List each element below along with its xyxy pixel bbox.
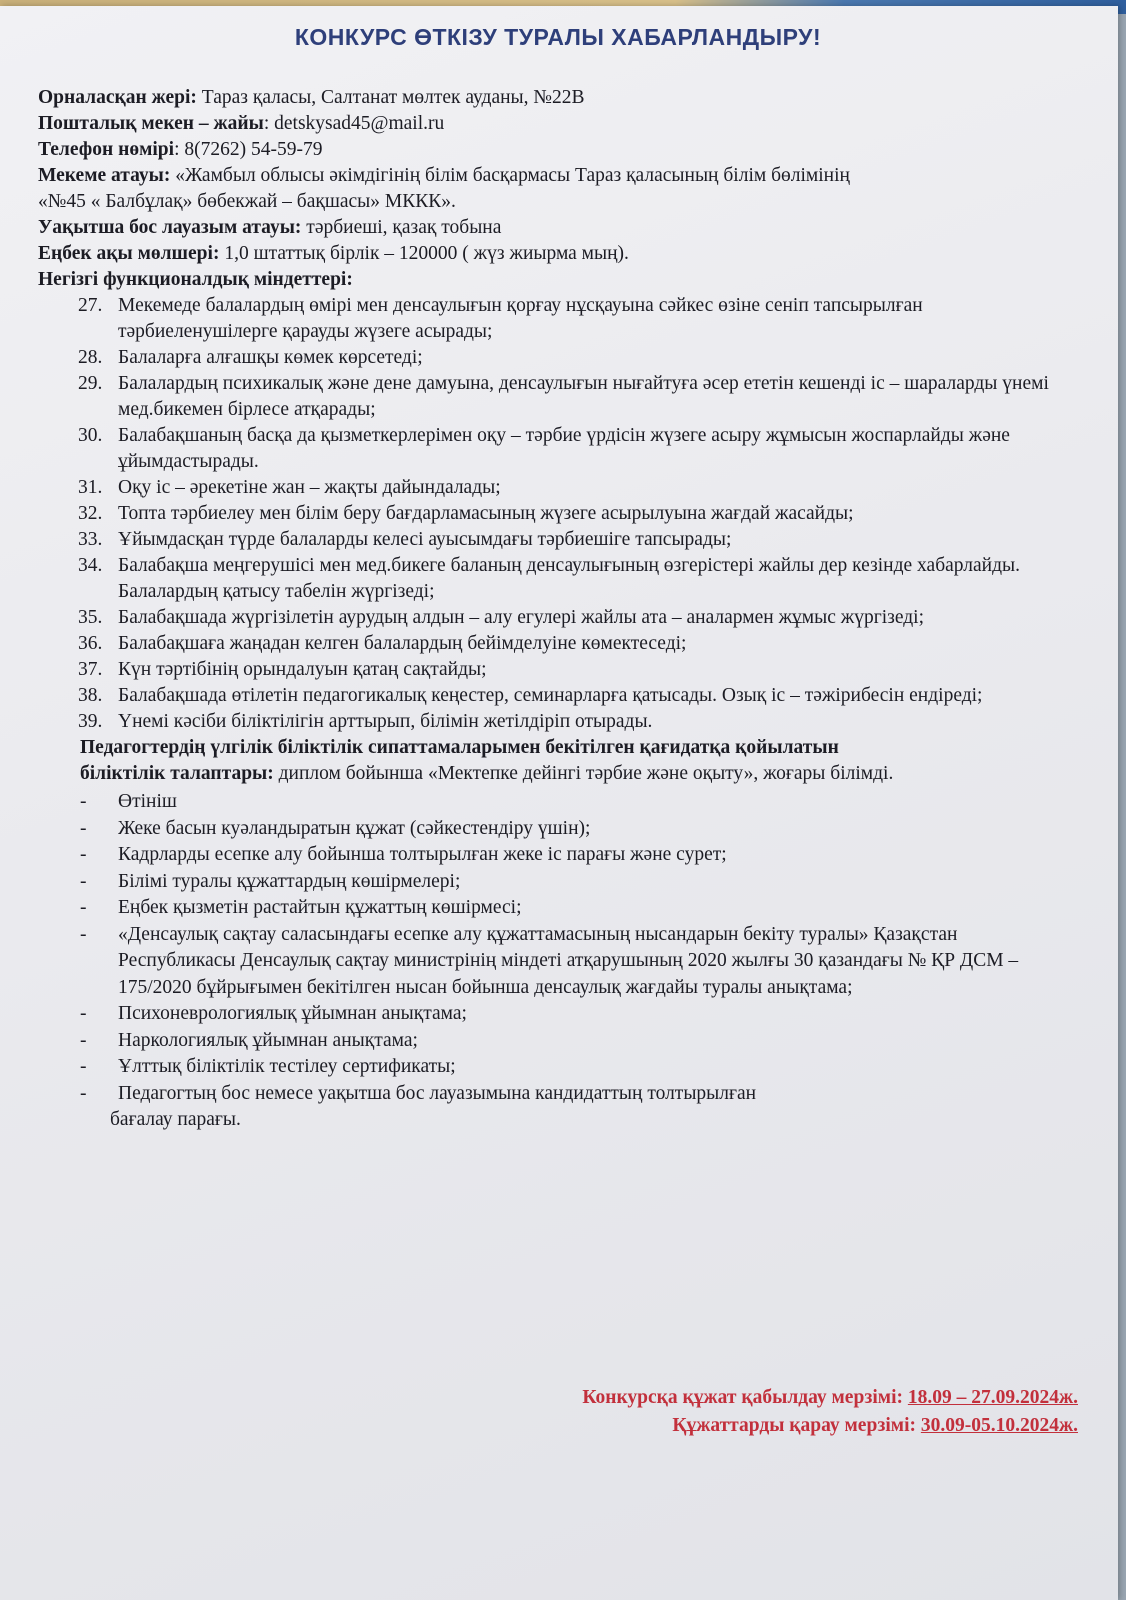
qualification-label-2: біліктілік талаптары: (80, 763, 274, 784)
location-value: Тараз қаласы, Салтанат мөлтек ауданы, №22В (196, 87, 585, 108)
info-block (38, 85, 1078, 293)
list-item (38, 683, 1078, 709)
postal-value: : detskysad45@mail.ru (263, 113, 445, 134)
dash-bullet: - (80, 791, 87, 812)
list-item (38, 869, 1078, 896)
duty-number: 34. (78, 555, 103, 576)
duties-heading: Негізгі функционалдық міндеттері: (38, 269, 353, 290)
duty-text: Мекемеде балалардың өмірі мен денсаулығын қорғау нұсқауына сәйкес өзіне сеніп тапсырылған тәрбиеленушілерге қарауды жүзеге асырады; (118, 295, 923, 342)
documents-list (38, 789, 1078, 1107)
duties-list (38, 293, 1078, 735)
qualification-value: диплом бойынша «Мектепке дейінгі тәрбие және оқыту», жоғары білімді. (273, 763, 894, 784)
list-item (38, 789, 1078, 816)
dash-bullet: - (80, 897, 87, 918)
duty-number: 32. (78, 503, 103, 524)
dash-bullet: - (80, 1082, 87, 1104)
duty-text: Топта тәрбиелеу мен білім беру бағдарламасының жүзеге асырылуына жағдай жасайды; (118, 503, 854, 524)
duty-number: 29. (78, 373, 103, 394)
document-text: Жеке басын куәландыратын құжат (сәйкестендіру үшін); (118, 817, 591, 839)
list-item (38, 657, 1078, 683)
list-item (38, 475, 1078, 501)
list-item (38, 895, 1078, 922)
dash-bullet: - (80, 1003, 87, 1024)
duty-text: Үнемі кәсіби біліктілігін арттырып, білімін жетілдіріп отырады. (118, 711, 653, 732)
qualification-line-2 (38, 761, 1078, 787)
list-item (38, 1028, 1078, 1055)
salary-line (38, 241, 1078, 267)
dash-bullet: - (80, 1029, 87, 1051)
list-item (38, 501, 1078, 527)
review-deadline-line (582, 1412, 1078, 1440)
document-text: Еңбек қызметін растайтын құжаттың көшірмесі; (118, 897, 522, 918)
list-item (38, 922, 1078, 1002)
phone-line (38, 137, 1078, 163)
list-item (38, 709, 1078, 735)
document-text: Білімі туралы құжаттардың көшірмелері; (118, 870, 461, 892)
institution-line (38, 163, 1078, 189)
institution-value: «Жамбыл облысы әкімдігінің білім басқармасы Тараз қаласының білім бөлімінің (170, 165, 850, 186)
vacancy-line (38, 215, 1078, 241)
duty-text: Балабақшаның басқа да қызметкерлерімен оқу – тәрбие үрдісін жүзеге асыру жұмысын жоспарлайды және ұйымдастырады. (118, 425, 1010, 472)
salary-label: Еңбек ақы мөлшері: (38, 243, 220, 264)
duty-number: 35. (78, 607, 103, 628)
list-item (38, 345, 1078, 371)
duty-number: 36. (78, 633, 103, 654)
duty-number: 28. (78, 347, 103, 368)
phone-label: Телефон нөмірі (38, 139, 175, 160)
duty-text: Балабақшаға жаңадан келген балалардың бейімделуіне көмектеседі; (118, 633, 687, 654)
accept-deadline-dates: 18.09 – 27.09.2024ж. (907, 1387, 1078, 1408)
duty-text: Балаларға алғашқы көмек көрсетеді; (118, 347, 423, 368)
announcement-sheet (0, 6, 1118, 1600)
duty-number: 33. (78, 529, 103, 550)
institution-line-2 (38, 189, 1078, 215)
document-text: Психоневрологиялық ұйымнан анықтама; (118, 1003, 467, 1024)
list-item (38, 1081, 1078, 1108)
accept-deadline-line (582, 1384, 1078, 1412)
duties-heading-line (38, 267, 1078, 293)
location-label: Орналасқан жері: (38, 87, 197, 108)
duty-number: 31. (78, 477, 103, 498)
deadlines-block (582, 1384, 1078, 1440)
vacancy-label: Уақытша бос лауазым атауы: (38, 217, 302, 238)
list-item (38, 423, 1078, 475)
duty-text: Оқу іс – әрекетіне жан – жақты дайындалады; (118, 477, 501, 498)
list-item (38, 553, 1078, 605)
list-item (38, 371, 1078, 423)
document-text: Кадрларды есепке алу бойынша толтырылған жеке іс парағы және сурет; (118, 844, 727, 865)
accept-deadline-label: Конкурсқа құжат қабылдау мерзімі: (582, 1387, 908, 1408)
duty-text: Күн тәртібінің орындалуын қатаң сақтайды; (118, 659, 487, 680)
list-item (38, 1054, 1078, 1081)
salary-value: 1,0 штаттық бірлік – 120000 ( жүз жиырма мың). (219, 243, 629, 264)
document-text: Наркологиялық ұйымнан анықтама; (118, 1029, 418, 1051)
dash-bullet: - (80, 817, 87, 839)
dash-bullet: - (80, 1056, 87, 1077)
duty-number: 27. (78, 295, 103, 316)
duty-text: Ұйымдасқан түрде балаларды келесі ауысымдағы тәрбиешіге тапсырады; (118, 529, 732, 550)
list-item (38, 1001, 1078, 1028)
location-line (38, 85, 1078, 111)
duty-number: 39. (78, 711, 103, 732)
review-deadline-dates: 30.09-05.10.2024ж. (920, 1415, 1078, 1436)
dash-bullet: - (80, 923, 87, 945)
list-item (38, 605, 1078, 631)
document-text: Ұлттық біліктілік тестілеу сертификаты; (118, 1056, 456, 1077)
qualification-line-1 (38, 735, 1078, 761)
review-deadline-label: Құжаттарды қарау мерзімі: (672, 1415, 921, 1436)
duty-text: Балалардың психикалық және дене дамуына, денсаулығын нығайтуға әсер ететін кешенді іс – шараларды үнемі мед.бикемен бірлесе атқарады; (118, 373, 1049, 420)
dash-bullet: - (80, 870, 87, 892)
institution-value-2: «№45 « Балбұлақ» бөбекжай – бақшасы» МККК». (38, 191, 456, 212)
duty-text: Балабақша меңгерушісі мен мед.бикеге баланың денсаулығының өзгерістері жайлы дер кезінде хабарлайды. Балалардың қатысу табелін жүргізеді; (118, 555, 1020, 602)
dash-bullet: - (80, 844, 87, 865)
documents-tail: бағалау парағы. (110, 1109, 241, 1130)
document-text: «Денсаулық сақтау саласындағы есепке алу құжаттамасының нысандарын бекіту туралы» Қазақстан Республикасы Денсаулық сақтау министрінің міндеті атқарушының 2020 жылғы 30 қазандағы № ҚР ДСМ – 175/2020 бұйрығымен бекітілген нысан бойынша денсаулық жағдайы туралы анықтама; (118, 923, 1019, 998)
list-item (38, 816, 1078, 843)
list-item (38, 293, 1078, 345)
list-item (38, 842, 1078, 869)
duty-text: Балабақшада жүргізілетін аурудың алдын – алу егулері жайлы ата – аналармен жұмыс жүргізеді; (118, 607, 925, 628)
list-item (38, 631, 1078, 657)
duty-number: 30. (78, 425, 103, 446)
page-title: КОНКУРС ӨТКІЗУ ТУРАЛЫ ХАБАРЛАНДЫРУ! (294, 24, 822, 50)
duty-number: 38. (78, 685, 103, 706)
institution-label: Мекеме атауы: (38, 165, 171, 186)
document-text: Педагогтың бос немесе уақытша бос лауазымына кандидаттың толтырылған (118, 1082, 757, 1104)
vacancy-value: тәрбиеші, қазақ тобына (301, 217, 502, 238)
duty-text: Балабақшада өтілетін педагогикалық кеңестер, семинарларға қатысады. Озық іс – тәжірибесін ендіреді; (118, 685, 983, 706)
phone-value: : 8(7262) 54-59-79 (174, 139, 323, 160)
qualification-label-1: Педагогтердің үлгілік біліктілік сипаттамаларымен бекітілген қағидатқа қойылатын (80, 737, 839, 758)
postal-line (38, 111, 1078, 137)
duty-number: 37. (78, 659, 103, 680)
postal-label: Пошталық мекен – жайы (38, 113, 264, 134)
list-item (38, 527, 1078, 553)
document-text: Өтініш (118, 791, 177, 812)
